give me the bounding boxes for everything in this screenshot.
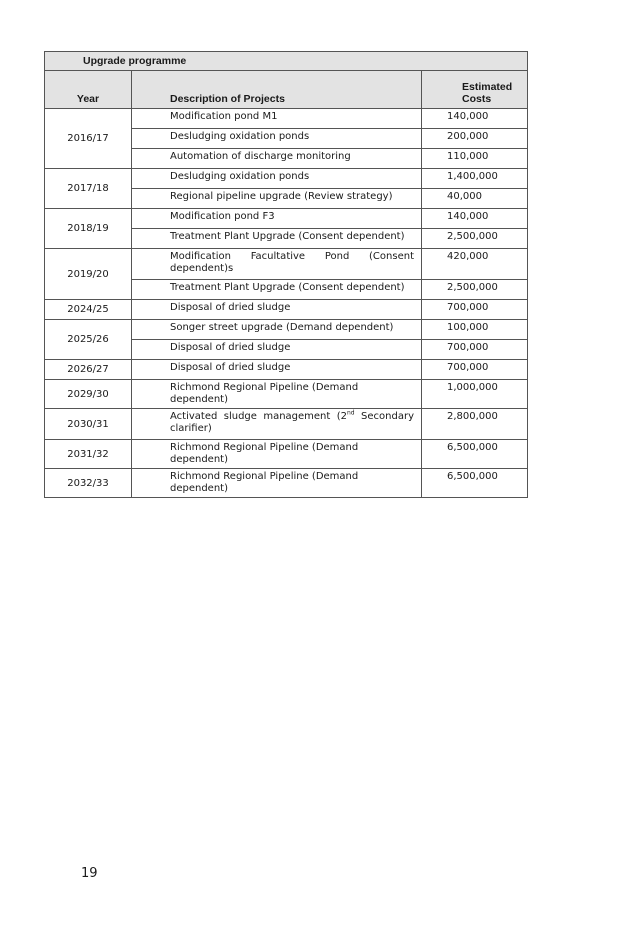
- cost-cell: 700,000: [422, 360, 528, 380]
- cost-cell: 700,000: [422, 340, 528, 360]
- cost-cell: 1,000,000: [422, 380, 528, 409]
- description-cell: Desludging oxidation ponds: [132, 169, 422, 189]
- cost-cell: 6,500,000: [422, 469, 528, 498]
- year-cell: 2017/18: [45, 169, 132, 209]
- year-cell: 2016/17: [45, 109, 132, 169]
- cost-cell: 100,000: [422, 320, 528, 340]
- description-text: Activated sludge management (2: [170, 411, 347, 422]
- year-cell: 2026/27: [45, 360, 132, 380]
- table-row: [45, 380, 528, 409]
- description-cell: Songer street upgrade (Demand dependent): [132, 320, 422, 340]
- cost-cell: 420,000: [422, 249, 528, 280]
- cost-cell: 140,000: [422, 109, 528, 129]
- description-cell: Disposal of dried sludge: [132, 300, 422, 320]
- superscript-ordinal: nd: [347, 409, 355, 417]
- table-title: Upgrade programme: [45, 52, 528, 71]
- cost-cell: 2,500,000: [422, 229, 528, 249]
- column-header-year: Year: [45, 71, 132, 109]
- description-cell: Automation of discharge monitoring: [132, 149, 422, 169]
- year-cell: 2032/33: [45, 469, 132, 498]
- description-cell: Modification Facultative Pond (Consent dependent)s: [132, 249, 422, 280]
- year-cell: 2024/25: [45, 300, 132, 320]
- cost-cell: 2,800,000: [422, 409, 528, 440]
- cost-cell: 6,500,000: [422, 440, 528, 469]
- column-header-cost-line1: Estimated: [462, 81, 513, 93]
- description-cell: Treatment Plant Upgrade (Consent dependent): [132, 280, 422, 300]
- cost-cell: 40,000: [422, 189, 528, 209]
- year-cell: 2019/20: [45, 249, 132, 300]
- description-cell: Modification pond M1: [132, 109, 422, 129]
- description-cell: Richmond Regional Pipeline (Demand dependent): [132, 380, 422, 409]
- year-cell: 2029/30: [45, 380, 132, 409]
- upgrade-programme-table: [44, 51, 528, 498]
- table-row: [45, 440, 528, 469]
- description-cell: Richmond Regional Pipeline (Demand dependent): [132, 440, 422, 469]
- description-cell: Richmond Regional Pipeline (Demand dependent): [132, 469, 422, 498]
- description-cell: [132, 409, 422, 440]
- cost-cell: 200,000: [422, 129, 528, 149]
- column-header-cost-line2: Costs: [462, 93, 492, 105]
- description-text: Secondary clarifier): [170, 411, 414, 434]
- cost-cell: 110,000: [422, 149, 528, 169]
- table-row: [45, 109, 528, 129]
- description-cell: Regional pipeline upgrade (Review strategy): [132, 189, 422, 209]
- cost-cell: 2,500,000: [422, 280, 528, 300]
- year-cell: 2031/32: [45, 440, 132, 469]
- column-header-description: Description of Projects: [132, 71, 422, 109]
- cost-cell: 700,000: [422, 300, 528, 320]
- description-cell: Treatment Plant Upgrade (Consent dependent): [132, 229, 422, 249]
- table-row: [45, 469, 528, 498]
- table-row: [45, 409, 528, 440]
- year-cell: 2030/31: [45, 409, 132, 440]
- table-row: [45, 169, 528, 189]
- table-row: [45, 320, 528, 340]
- description-cell: Modification pond F3: [132, 209, 422, 229]
- year-cell: 2025/26: [45, 320, 132, 360]
- description-cell: Disposal of dried sludge: [132, 340, 422, 360]
- year-cell: 2018/19: [45, 209, 132, 249]
- table-row: [45, 300, 528, 320]
- description-cell: Disposal of dried sludge: [132, 360, 422, 380]
- column-header-estimated-costs: [422, 71, 528, 109]
- cost-cell: 140,000: [422, 209, 528, 229]
- cost-cell: 1,400,000: [422, 169, 528, 189]
- table-row: [45, 249, 528, 280]
- table-row: [45, 360, 528, 380]
- table-row: [45, 209, 528, 229]
- description-cell: Desludging oxidation ponds: [132, 129, 422, 149]
- page-number: 19: [81, 866, 98, 881]
